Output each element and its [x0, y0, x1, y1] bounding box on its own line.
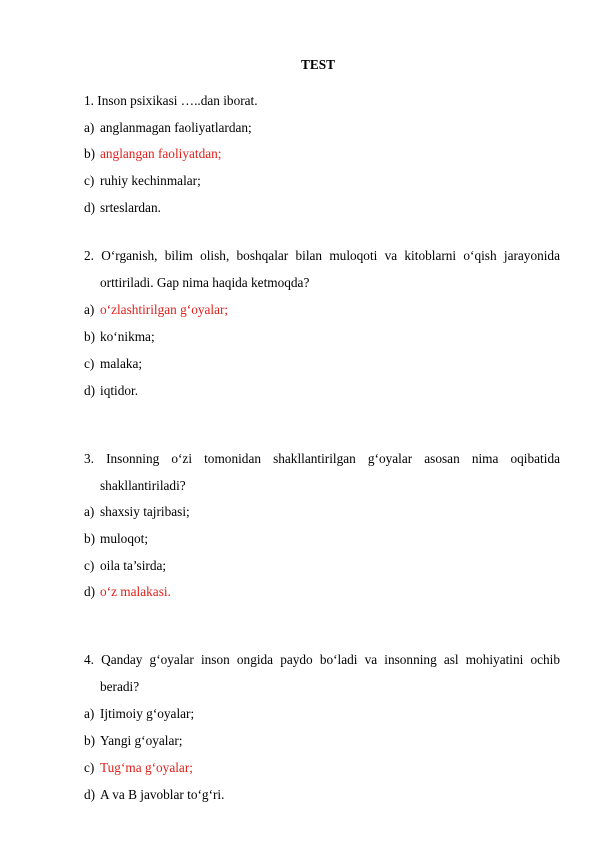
- option-text: o‘z malakasi.: [100, 584, 171, 599]
- question-2-option-c: [84, 356, 142, 372]
- question-1-option-b-correct: [84, 146, 221, 162]
- option-letter: b): [84, 146, 96, 161]
- option-letter: c): [84, 356, 95, 371]
- option-text: ruhiy kechinmalar;: [100, 173, 201, 188]
- question-4-option-c-correct: [84, 760, 193, 776]
- option-letter: a): [84, 302, 95, 317]
- option-letter: c): [84, 173, 95, 188]
- question-4-text-line2: beradi?: [100, 679, 140, 694]
- option-letter: b): [84, 733, 96, 748]
- option-letter: b): [84, 329, 96, 344]
- option-text: o‘zlashtirilgan g‘oyalar;: [100, 302, 229, 317]
- question-3-option-b: [84, 531, 148, 547]
- option-letter: d): [84, 383, 96, 398]
- option-letter: a): [84, 120, 95, 135]
- option-text: malaka;: [100, 356, 143, 371]
- option-text: anglangan faoliyatdan;: [100, 146, 222, 161]
- option-text: Yangi g‘oyalar;: [100, 733, 183, 748]
- option-text: iqtidor.: [100, 383, 139, 398]
- question-2-option-b: [84, 329, 155, 345]
- question-3-option-d-correct: [84, 584, 171, 600]
- option-text: Tug‘ma g‘oyalar;: [100, 760, 193, 775]
- question-1-option-a: [84, 120, 252, 136]
- option-letter: d): [84, 584, 96, 599]
- option-letter: a): [84, 504, 95, 519]
- question-4-text-line1: 4. Qanday g‘oyalar inson ongida paydo bo‘ladi va insonning asl mohiyatini ochib: [84, 652, 560, 667]
- option-letter: a): [84, 706, 95, 721]
- question-1-text: 1. Inson psixikasi …..dan iborat.: [84, 93, 258, 108]
- question-4-option-b: [84, 733, 182, 749]
- question-1-option-d: [84, 200, 161, 216]
- question-3-text-line1: 3. Insonning o‘zi tomonidan shakllantirilgan g‘oyalar asosan nima oqibatida: [84, 451, 560, 466]
- question-2-text-line2: orttiriladi. Gap nima haqida ketmoqda?: [100, 275, 310, 290]
- question-3-text-line2: shakllantiriladi?: [100, 478, 186, 493]
- option-text: shaxsiy tajribasi;: [100, 504, 190, 519]
- question-1-option-c: [84, 173, 201, 189]
- option-text: A va B javoblar to‘g‘ri.: [100, 787, 225, 802]
- option-text: oila ta’sirda;: [100, 558, 167, 573]
- question-3-option-a: [84, 504, 190, 520]
- option-text: muloqot;: [100, 531, 149, 546]
- question-4-option-a: [84, 706, 194, 722]
- option-text: anglanmagan faoliyatlardan;: [100, 120, 252, 135]
- question-2-text-line1: 2. O‘rganish, bilim olish, boshqalar bilan muloqoti va kitoblarni o‘qish jarayonida: [84, 248, 560, 263]
- option-letter: c): [84, 760, 95, 775]
- option-text: Ijtimoiy g‘oyalar;: [100, 706, 195, 721]
- option-text: ko‘nikma;: [100, 329, 155, 344]
- option-letter: d): [84, 787, 96, 802]
- option-letter: d): [84, 200, 96, 215]
- question-4-option-d: [84, 787, 224, 803]
- question-3-option-c: [84, 558, 166, 574]
- option-text: srteslardan.: [100, 200, 161, 215]
- option-letter: c): [84, 558, 95, 573]
- question-2-option-d: [84, 383, 138, 399]
- option-letter: b): [84, 531, 96, 546]
- question-2-option-a-correct: [84, 302, 228, 318]
- page-title: TEST: [300, 57, 335, 72]
